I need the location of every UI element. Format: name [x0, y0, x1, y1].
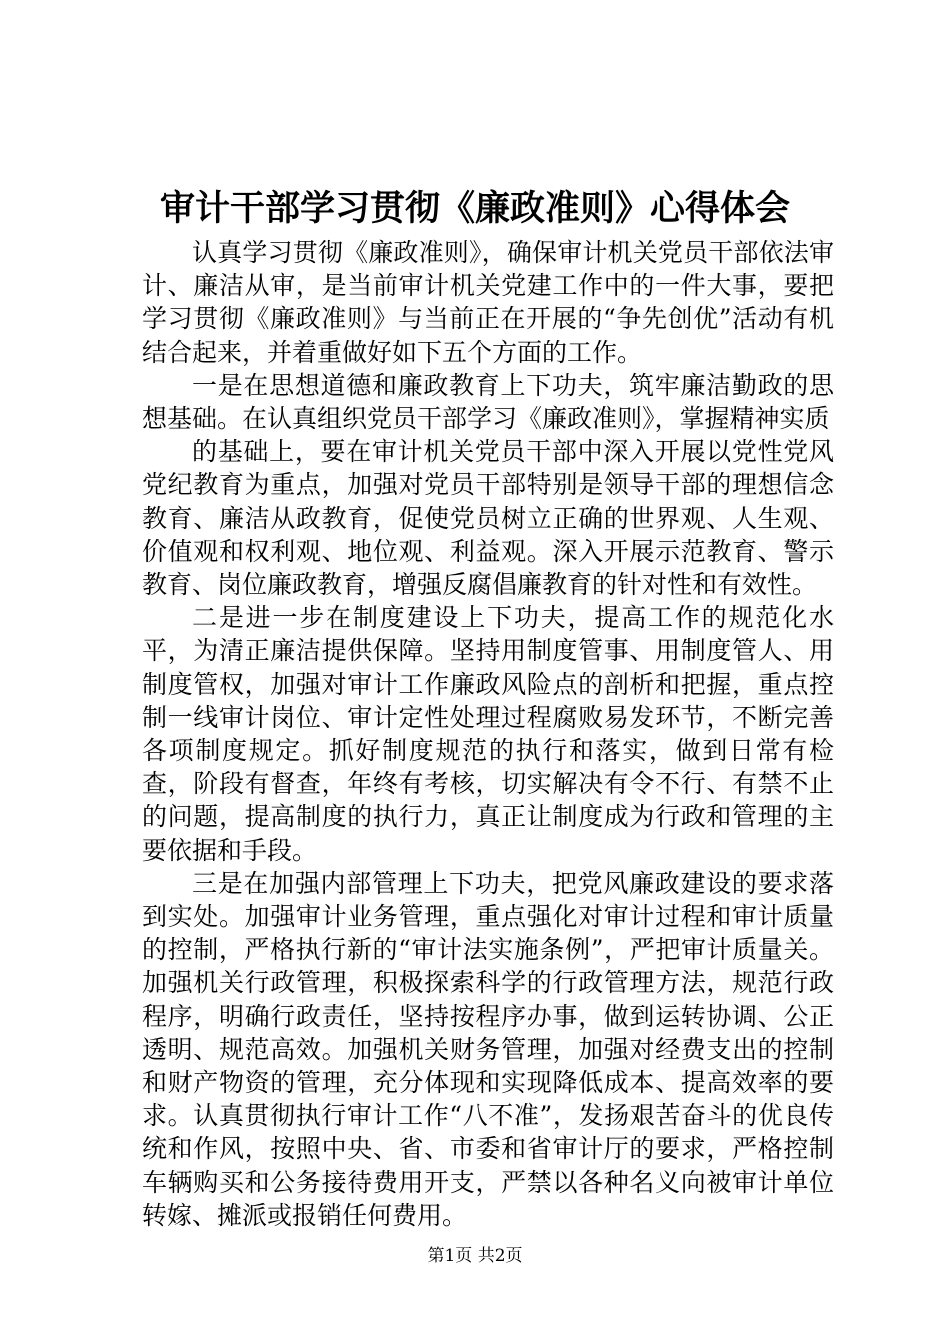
paragraph-intro: 认真学习贯彻《廉政准则》，确保审计机关党员干部依法审计、廉洁从审，是当前审计机关党建工作中的一件大事，要把学习贯彻《廉政准则》与当前正在开展的“争先创优”活动有机结合起来，并着重做好如下五个方面的工作。 [142, 238, 834, 367]
document-body [142, 236, 834, 1232]
page-footer: 第1页 共2页 [427, 1246, 523, 1266]
paragraph-point-three: 三是在加强内部管理上下功夫，把党风廉政建设的要求落到实处。加强审计业务管理，重点强化对审计过程和审计质量的控制，严格执行新的“审计法实施条例”，严把审计质量关。加强机关行政管理，积极探索科学的行政管理方法，规范行政程序，明确行政责任，坚持按程序办事，做到运转协调、公正透明、规范高效。加强机关财务管理，加强对经费支出的控制和财产物资的管理，充分体现和实现降低成本、提高效率的要求。认真贯彻执行审计工作“八不准”，发扬艰苦奋斗的优良传统和作风，按照中央、省、市委和省审计厅的要求，严格控制车辆购买和公务接待费用开支，严禁以各种名义向被审计单位转嫁、摊派或报销任何费用。 [142, 868, 834, 1230]
paragraph-point-one-continued: 的基础上，要在审计机关党员干部中深入开展以党性党风党纪教育为重点，加强对党员干部特别是领导干部的理想信念教育、廉洁从政教育，促使党员树立正确的世界观、人生观、价值观和权利观、地位观、利益观。深入开展示范教育、警示教育、岗位廉政教育，增强反腐倡廉教育的针对性和有效性。 [142, 437, 834, 600]
paragraph-point-one: 一是在思想道德和廉政教育上下功夫，筑牢廉洁勤政的思想基础。在认真组织党员干部学习《廉政准则》，掌握精神实质 [142, 370, 834, 434]
page-title: 审计干部学习贯彻《廉政准则》心得体会 [159, 189, 790, 229]
paragraph-point-two: 二是进一步在制度建设上下功夫，提高工作的规范化水平，为清正廉洁提供保障。坚持用制度管事、用制度管人、用制度管权，加强对审计工作廉政风险点的剖析和把握，重点控制一线审计岗位、审计定性处理过程腐败易发环节，不断完善各项制度规定。抓好制度规范的执行和落实，做到日常有检查，阶段有督查，年终有考核，切实解决有令不行、有禁不止的问题，提高制度的执行力，真正让制度成为行政和管理的主要依据和手段。 [142, 603, 834, 865]
